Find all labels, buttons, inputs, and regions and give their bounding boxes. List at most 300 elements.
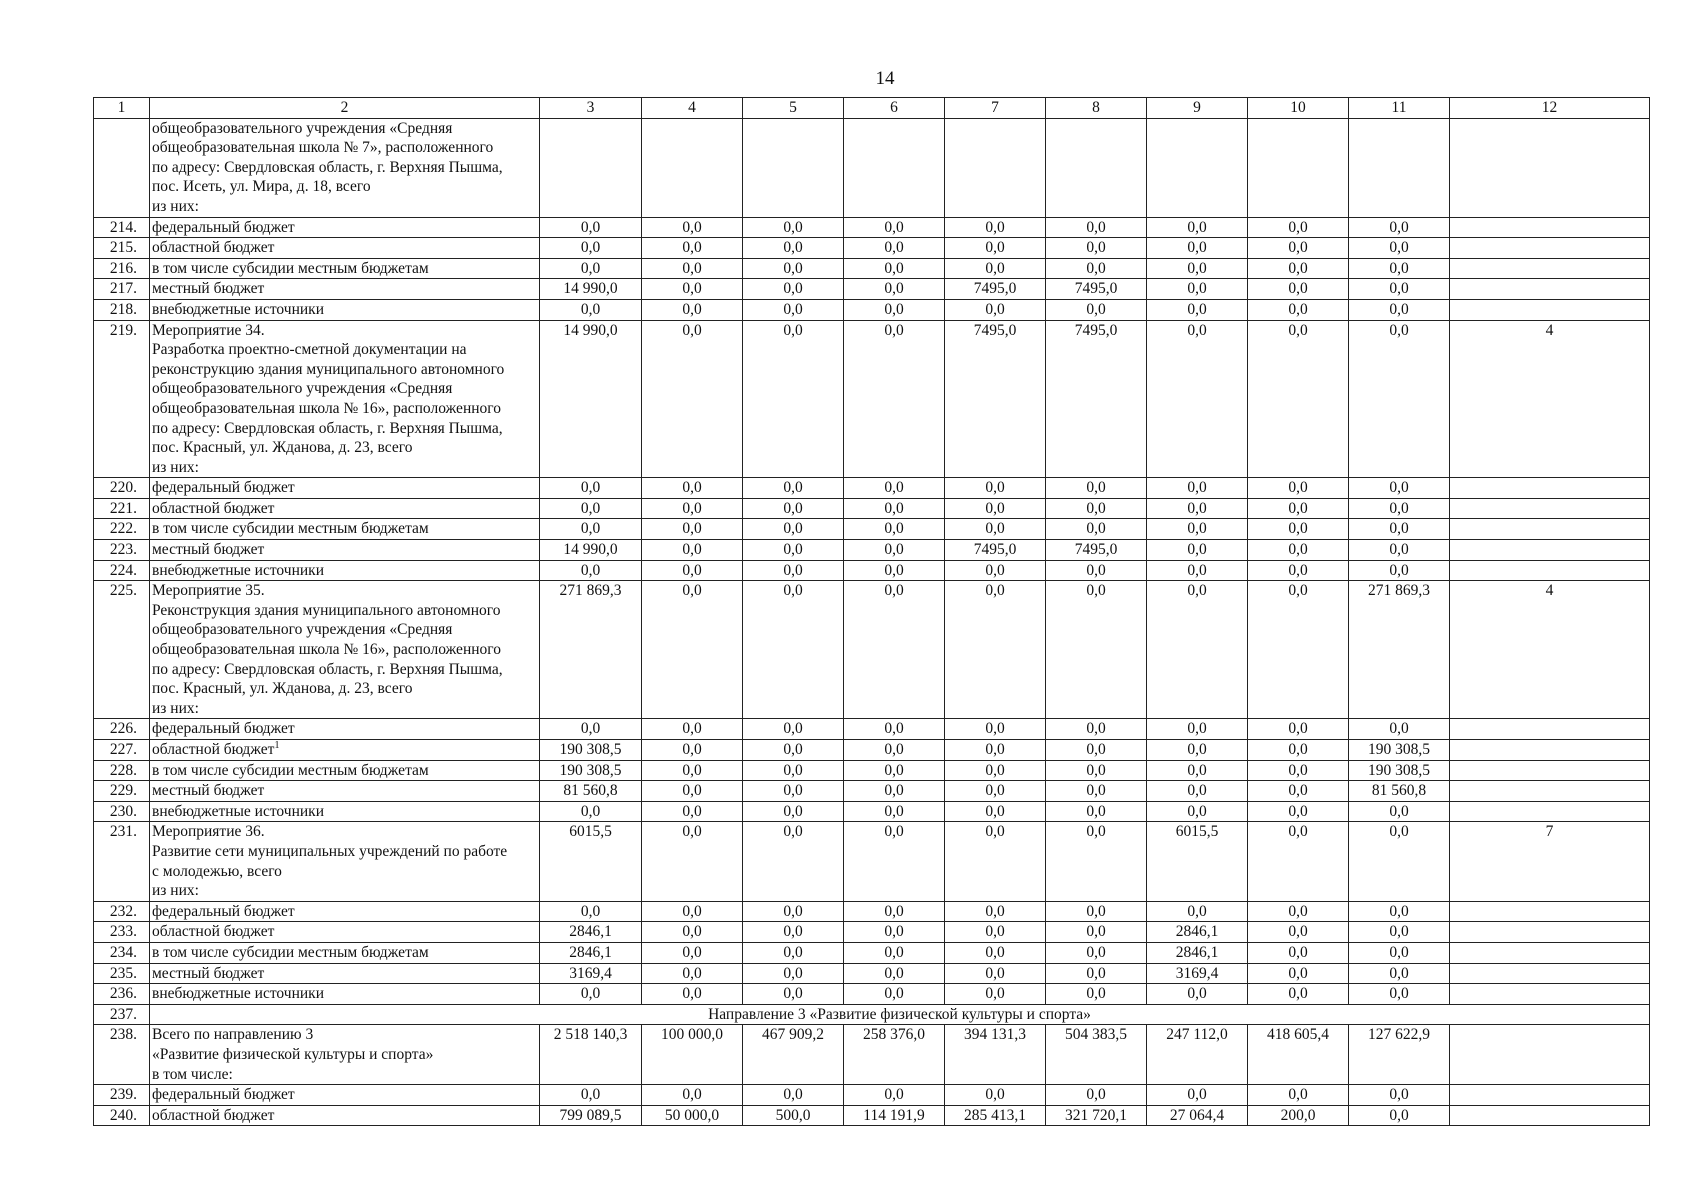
value-cell: 0,0 [1349,299,1450,320]
value-cell: 27 064,4 [1147,1105,1248,1126]
value-cell: 0,0 [1248,740,1349,761]
value-cell: 0,0 [1046,1085,1147,1106]
row-name-line: внебюджетные источники [152,985,324,1003]
row-name-line: из них: [152,197,199,215]
row-name [150,1085,540,1106]
value-cell: 0,0 [1046,901,1147,922]
row-name-line: общеобразовательного учреждения «Средняя [152,621,453,639]
row-number: 219. [94,320,150,478]
row-name-line: областной бюджет [152,239,275,257]
row-name-line: пос. Исеть, ул. Мира, д. 18, всего [152,178,371,196]
row-number: 215. [94,238,150,259]
value-cell: 2846,1 [540,922,642,943]
row-name [150,299,540,320]
table-row [94,498,1650,519]
value-cell: 0,0 [945,498,1046,519]
value-cell: 0,0 [743,942,844,963]
row-name [150,1025,540,1085]
table-row [94,1105,1650,1126]
col12-cell: 7 [1450,822,1650,901]
row-number: 232. [94,901,150,922]
value-cell: 0,0 [540,478,642,499]
value-cell: 0,0 [1248,901,1349,922]
value-cell: 0,0 [1046,984,1147,1005]
value-cell: 200,0 [1248,1105,1349,1126]
row-name [150,560,540,581]
value-cell: 0,0 [743,581,844,719]
value-cell: 0,0 [743,238,844,259]
value-cell: 0,0 [540,217,642,238]
col12-cell [1450,258,1650,279]
col12-cell [1450,299,1650,320]
value-cell: 0,0 [642,901,743,922]
row-number: 214. [94,217,150,238]
value-cell: 0,0 [540,299,642,320]
row-name [150,760,540,781]
table-row [94,279,1650,300]
value-cell: 0,0 [844,984,945,1005]
value-cell: 14 990,0 [540,320,642,478]
value-cell: 0,0 [1349,942,1450,963]
value-cell: 0,0 [743,320,844,478]
row-number: 228. [94,760,150,781]
value-cell: 0,0 [1349,1105,1450,1126]
row-name-line: из них: [152,699,199,717]
value-cell: 394 131,3 [945,1025,1046,1085]
value-cell: 0,0 [844,963,945,984]
value-cell: 0,0 [540,560,642,581]
value-cell: 0,0 [1147,781,1248,802]
value-cell: 0,0 [1147,984,1248,1005]
value-cell: 0,0 [642,478,743,499]
value-cell [1248,118,1349,217]
value-cell: 0,0 [743,740,844,761]
value-cell: 285 413,1 [945,1105,1046,1126]
value-cell: 467 909,2 [743,1025,844,1085]
col12-cell [1450,1105,1650,1126]
value-cell: 0,0 [1147,299,1248,320]
row-name [150,822,540,901]
header-cell: 2 [150,98,540,119]
col12-cell [1450,238,1650,259]
value-cell: 127 622,9 [1349,1025,1450,1085]
value-cell: 2 518 140,3 [540,1025,642,1085]
value-cell: 0,0 [642,540,743,561]
col12-cell: 4 [1450,320,1650,478]
value-cell: 0,0 [844,238,945,259]
row-name [150,498,540,519]
value-cell: 0,0 [642,781,743,802]
value-cell: 7495,0 [945,540,1046,561]
row-name-line: федеральный бюджет [152,1086,295,1104]
value-cell: 0,0 [642,299,743,320]
value-cell: 0,0 [1147,1085,1248,1106]
table-body [94,98,1650,1126]
row-name [150,901,540,922]
row-number: 223. [94,540,150,561]
value-cell: 114 191,9 [844,1105,945,1126]
value-cell: 0,0 [1248,560,1349,581]
value-cell: 271 869,3 [1349,581,1450,719]
value-cell: 0,0 [642,258,743,279]
value-cell: 0,0 [1046,801,1147,822]
value-cell: 0,0 [844,560,945,581]
row-number: 229. [94,781,150,802]
value-cell: 0,0 [540,1085,642,1106]
value-cell: 0,0 [1349,922,1450,943]
row-name-line: областной бюджет [152,499,275,517]
value-cell: 0,0 [1248,781,1349,802]
row-name [150,719,540,740]
table-row [94,781,1650,802]
value-cell: 0,0 [1046,519,1147,540]
value-cell: 0,0 [1147,740,1248,761]
row-name [150,801,540,822]
value-cell: 0,0 [743,801,844,822]
value-cell: 0,0 [642,801,743,822]
value-cell: 0,0 [1349,279,1450,300]
value-cell: 0,0 [642,581,743,719]
value-cell: 0,0 [642,217,743,238]
value-cell: 0,0 [844,901,945,922]
value-cell: 0,0 [1147,238,1248,259]
value-cell: 0,0 [540,519,642,540]
row-name [150,238,540,259]
row-name-line: внебюджетные источники [152,300,324,318]
value-cell: 0,0 [642,922,743,943]
col12-cell [1450,984,1650,1005]
value-cell: 0,0 [844,217,945,238]
value-cell: 0,0 [1147,540,1248,561]
value-cell: 0,0 [945,217,1046,238]
row-name [150,217,540,238]
value-cell: 0,0 [1349,984,1450,1005]
value-cell: 0,0 [743,498,844,519]
value-cell: 0,0 [642,822,743,901]
row-name [150,478,540,499]
value-cell: 0,0 [1147,581,1248,719]
budget-table [93,97,1650,1126]
table-row [94,299,1650,320]
table-row [94,560,1650,581]
value-cell: 0,0 [743,822,844,901]
section-title: Направление 3 «Развитие физической культуры и спорта» [150,1004,1650,1025]
value-cell [1046,118,1147,217]
value-cell: 14 990,0 [540,279,642,300]
value-cell: 0,0 [1248,519,1349,540]
value-cell: 0,0 [1147,719,1248,740]
col12-cell [1450,1085,1650,1106]
row-name [150,519,540,540]
value-cell: 0,0 [945,740,1046,761]
row-name-line: общеобразовательная школа № 7», расположенного [152,139,494,157]
value-cell: 0,0 [642,560,743,581]
table-header-row [94,98,1650,119]
value-cell: 0,0 [1349,498,1450,519]
table-row [94,719,1650,740]
header-cell: 10 [1248,98,1349,119]
value-cell: 0,0 [1349,258,1450,279]
col12-cell [1450,478,1650,499]
value-cell: 0,0 [540,258,642,279]
value-cell: 0,0 [743,922,844,943]
row-name-line-wrap [152,740,537,760]
value-cell: 0,0 [1147,258,1248,279]
value-cell: 0,0 [1046,581,1147,719]
col12-cell [1450,279,1650,300]
value-cell: 0,0 [743,963,844,984]
row-name-line: федеральный бюджет [152,479,295,497]
value-cell: 0,0 [540,719,642,740]
row-name-line: пос. Красный, ул. Жданова, д. 23, всего [152,680,413,698]
header-cell: 9 [1147,98,1248,119]
table-row [94,478,1650,499]
col12-cell [1450,540,1650,561]
value-cell: 0,0 [642,1085,743,1106]
col12-cell [1450,963,1650,984]
value-cell: 50 000,0 [642,1105,743,1126]
value-cell: 7495,0 [1046,320,1147,478]
value-cell: 0,0 [844,478,945,499]
row-name-line: в том числе субсидии местным бюджетам [152,259,429,277]
value-cell: 0,0 [1349,901,1450,922]
col12-cell [1450,740,1650,761]
row-name-line: из них: [152,882,199,900]
value-cell: 0,0 [1349,320,1450,478]
value-cell: 0,0 [1046,942,1147,963]
value-cell: 81 560,8 [1349,781,1450,802]
value-cell: 0,0 [540,238,642,259]
row-name-line: местный бюджет [152,280,265,298]
table-row [94,1025,1650,1085]
value-cell: 100 000,0 [642,1025,743,1085]
row-name-line: в том числе субсидии местным бюджетам [152,761,429,779]
value-cell: 0,0 [642,519,743,540]
value-cell: 0,0 [945,801,1046,822]
value-cell: 0,0 [743,1085,844,1106]
value-cell: 799 089,5 [540,1105,642,1126]
table-row [94,963,1650,984]
row-name-line: местный бюджет [152,964,265,982]
value-cell: 0,0 [1248,217,1349,238]
value-cell: 0,0 [844,279,945,300]
value-cell: 0,0 [1248,478,1349,499]
row-name-line: федеральный бюджет [152,218,295,236]
row-name-line: реконструкцию здания муниципального автономного [152,360,505,378]
header-cell: 7 [945,98,1046,119]
row-name-line: Мероприятие 34. [152,321,265,339]
value-cell: 0,0 [1046,258,1147,279]
value-cell: 0,0 [1046,719,1147,740]
value-cell: 0,0 [844,760,945,781]
value-cell: 0,0 [1248,498,1349,519]
row-number: 234. [94,942,150,963]
value-cell: 7495,0 [1046,279,1147,300]
value-cell: 321 720,1 [1046,1105,1147,1126]
row-number: 230. [94,801,150,822]
value-cell: 0,0 [1248,279,1349,300]
value-cell: 0,0 [1349,238,1450,259]
value-cell: 2846,1 [1147,942,1248,963]
value-cell: 0,0 [844,942,945,963]
value-cell: 6015,5 [1147,822,1248,901]
value-cell: 500,0 [743,1105,844,1126]
value-cell: 0,0 [1349,801,1450,822]
value-cell: 0,0 [1147,901,1248,922]
value-cell: 0,0 [540,801,642,822]
value-cell: 0,0 [743,299,844,320]
value-cell: 0,0 [1248,320,1349,478]
value-cell: 0,0 [1248,801,1349,822]
value-cell: 0,0 [1248,822,1349,901]
value-cell: 0,0 [1046,922,1147,943]
row-name-line: общеобразовательная школа № 16», расположенного [152,399,501,417]
row-name-line: внебюджетные источники [152,802,324,820]
value-cell: 0,0 [1046,781,1147,802]
row-number: 218. [94,299,150,320]
row-number: 221. [94,498,150,519]
value-cell: 0,0 [540,498,642,519]
value-cell: 0,0 [844,258,945,279]
value-cell: 0,0 [642,279,743,300]
value-cell: 0,0 [945,984,1046,1005]
value-cell: 0,0 [945,719,1046,740]
value-cell: 0,0 [1046,760,1147,781]
row-number: 240. [94,1105,150,1126]
value-cell: 0,0 [1349,963,1450,984]
value-cell: 0,0 [1046,238,1147,259]
value-cell: 0,0 [1248,719,1349,740]
value-cell: 0,0 [743,258,844,279]
value-cell: 0,0 [1248,942,1349,963]
value-cell: 190 308,5 [540,740,642,761]
row-name-line: с молодежью, всего [152,862,282,880]
value-cell: 0,0 [642,719,743,740]
row-name-line: из них: [152,458,199,476]
value-cell: 0,0 [1147,519,1248,540]
row-name-line: в том числе субсидии местным бюджетам [152,520,429,538]
table-row [94,581,1650,719]
value-cell: 0,0 [1046,498,1147,519]
value-cell: 0,0 [945,478,1046,499]
value-cell: 0,0 [1147,279,1248,300]
value-cell: 0,0 [743,984,844,1005]
row-name [150,540,540,561]
value-cell: 0,0 [1046,478,1147,499]
col12-cell [1450,1025,1650,1085]
row-name-line: федеральный бюджет [152,902,295,920]
value-cell: 0,0 [844,1085,945,1106]
value-cell: 0,0 [642,942,743,963]
value-cell: 0,0 [1046,822,1147,901]
col12-cell [1450,901,1650,922]
value-cell: 0,0 [642,963,743,984]
value-cell: 0,0 [1147,560,1248,581]
value-cell [1147,118,1248,217]
row-name [150,740,540,761]
row-number: 231. [94,822,150,901]
col12-cell: 4 [1450,581,1650,719]
value-cell: 0,0 [844,922,945,943]
table-row [94,1004,1650,1025]
value-cell [1349,118,1450,217]
value-cell: 271 869,3 [540,581,642,719]
value-cell: 0,0 [945,519,1046,540]
value-cell: 0,0 [1349,1085,1450,1106]
value-cell: 0,0 [844,801,945,822]
header-cell: 3 [540,98,642,119]
value-cell [743,118,844,217]
row-number: 217. [94,279,150,300]
value-cell: 0,0 [1248,581,1349,719]
value-cell: 0,0 [1147,801,1248,822]
value-cell: 0,0 [945,922,1046,943]
value-cell: 0,0 [1147,478,1248,499]
row-number: 220. [94,478,150,499]
value-cell: 0,0 [743,560,844,581]
value-cell: 0,0 [1147,320,1248,478]
header-cell: 1 [94,98,150,119]
row-number: 236. [94,984,150,1005]
row-name-line: областной бюджет [152,923,275,941]
col12-cell [1450,719,1650,740]
row-name-line: Реконструкция здания муниципального автономного [152,601,501,619]
value-cell: 247 112,0 [1147,1025,1248,1085]
row-name [150,581,540,719]
value-cell: 0,0 [1147,760,1248,781]
footnote-mark: 1 [274,739,280,751]
row-name-line: общеобразовательная школа № 16», расположенного [152,641,501,659]
row-name-line: Всего по направлению 3 [152,1026,314,1044]
value-cell: 3169,4 [540,963,642,984]
row-number: 235. [94,963,150,984]
value-cell: 7495,0 [945,279,1046,300]
value-cell: 6015,5 [540,822,642,901]
value-cell: 418 605,4 [1248,1025,1349,1085]
row-name [150,1105,540,1126]
value-cell [844,118,945,217]
value-cell: 0,0 [844,822,945,901]
row-name-line: местный бюджет [152,541,265,559]
value-cell: 0,0 [1349,822,1450,901]
row-name-line: федеральный бюджет [152,720,295,738]
col12-cell [1450,781,1650,802]
row-number: 233. [94,922,150,943]
table-row [94,801,1650,822]
value-cell: 0,0 [1349,217,1450,238]
value-cell: 3169,4 [1147,963,1248,984]
row-name-line: областной бюджет [152,1106,275,1124]
row-name-line: по адресу: Свердловская область, г. Верхняя Пышма, [152,419,503,437]
header-cell: 5 [743,98,844,119]
value-cell: 0,0 [945,760,1046,781]
table-row [94,901,1650,922]
row-number: 239. [94,1085,150,1106]
row-name-line: в том числе субсидии местным бюджетам [152,943,429,961]
row-number: 238. [94,1025,150,1085]
row-name-line: местный бюджет [152,782,265,800]
value-cell: 0,0 [1046,740,1147,761]
row-name-line: Мероприятие 36. [152,823,265,841]
row-name-line: общеобразовательного учреждения «Средняя [152,380,453,398]
value-cell: 190 308,5 [540,760,642,781]
value-cell: 0,0 [743,901,844,922]
value-cell: 0,0 [540,984,642,1005]
value-cell: 2846,1 [540,942,642,963]
value-cell: 0,0 [945,822,1046,901]
value-cell: 504 383,5 [1046,1025,1147,1085]
value-cell: 0,0 [945,963,1046,984]
